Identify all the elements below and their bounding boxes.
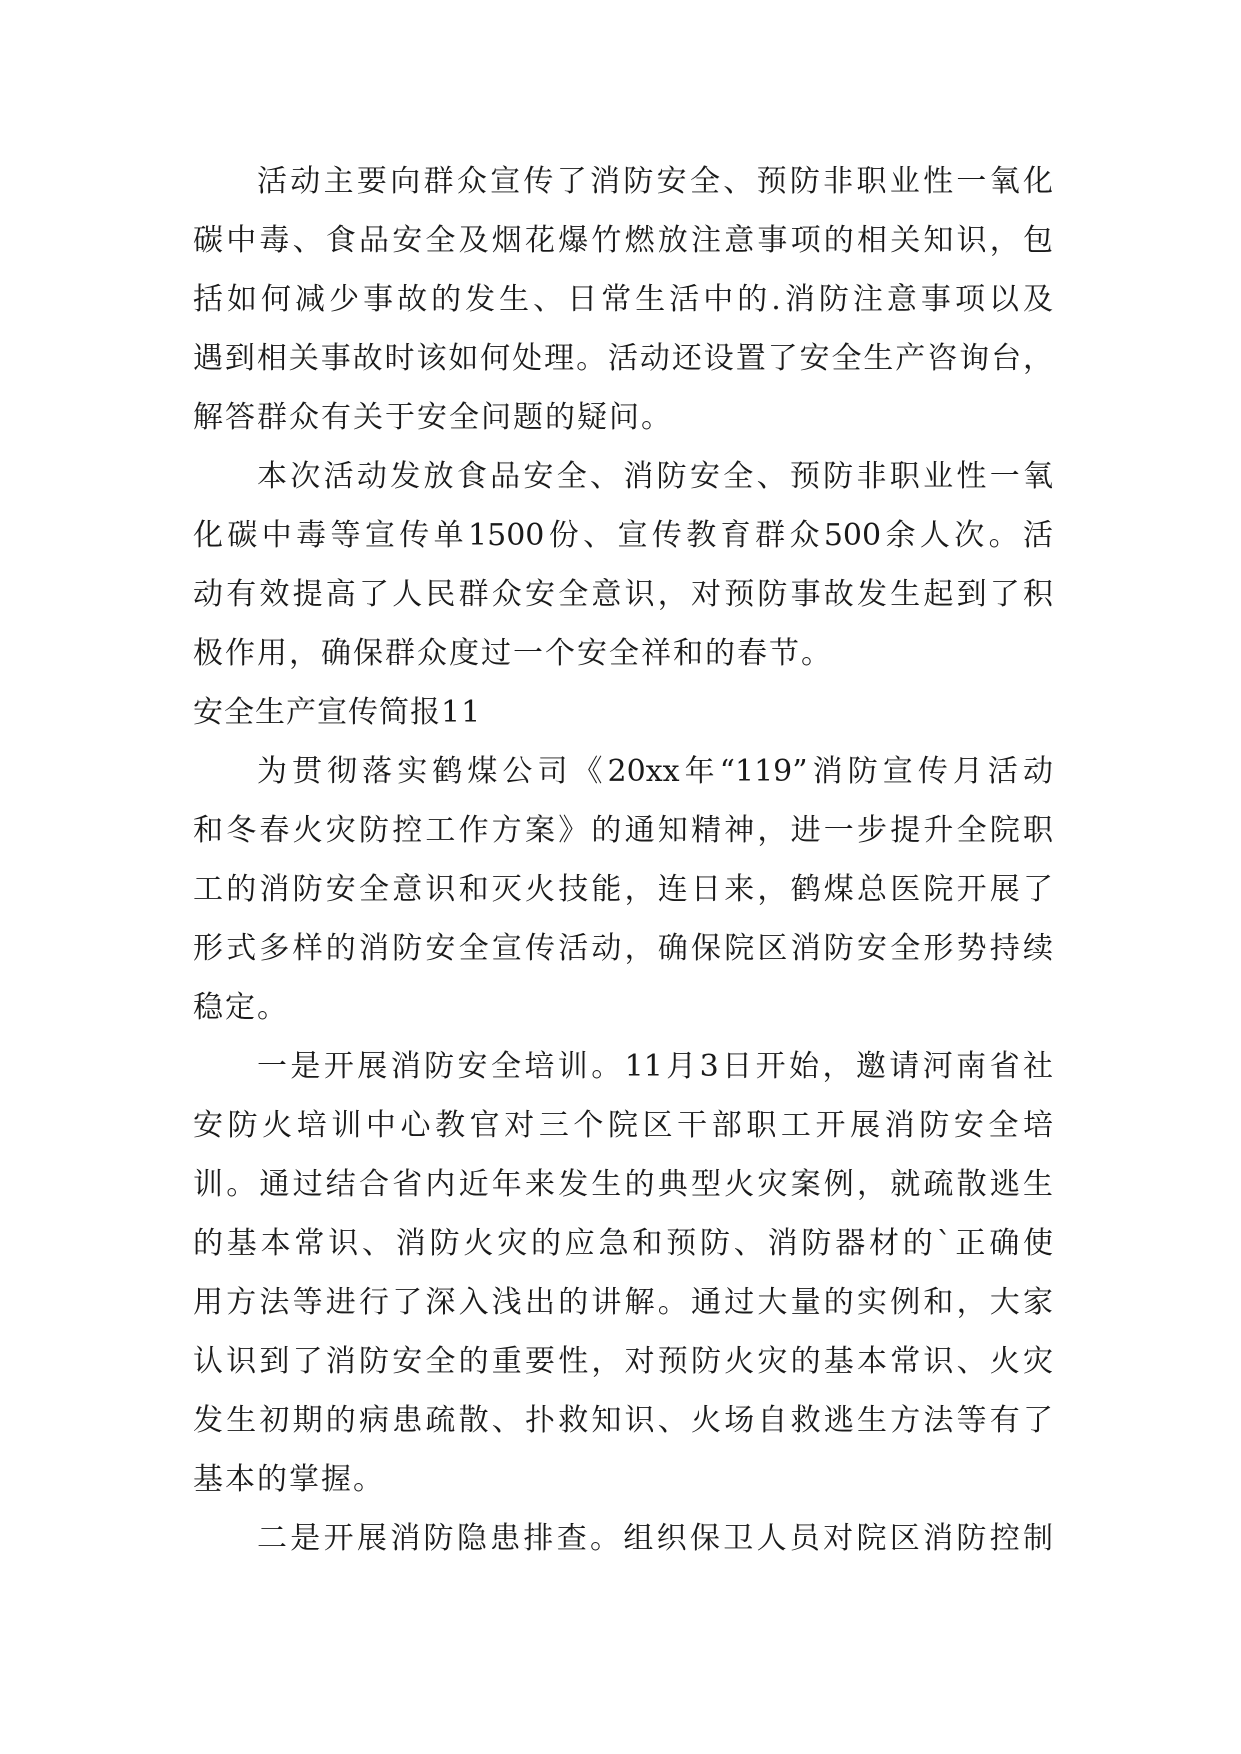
paragraph-1-line-5: 解答群众有关于安全问题的疑问。 [193, 400, 673, 435]
paragraph-4-line-8: 基本的掌握。 [193, 1462, 385, 1497]
paragraph-2-line-1: 本次活动发放食品安全、消防安全、预防非职业性一氧 [257, 459, 1053, 494]
paragraph-1-line-4: 遇到相关事故时该如何处理。活动还设置了安全生产咨询台， [193, 341, 1053, 376]
paragraph-1-line-1: 活动主要向群众宣传了消防安全、预防非职业性一氧化 [257, 164, 1053, 199]
paragraph-3-line-3: 工的消防安全意识和灭火技能，连日来，鹤煤总医院开展了 [193, 872, 1053, 907]
section-heading: 安全生产宣传简报11 [193, 695, 482, 730]
paragraph-4-line-5: 用方法等进行了深入浅出的讲解。通过大量的实例和，大家 [193, 1285, 1053, 1320]
paragraph-3-line-5: 稳定。 [193, 990, 289, 1025]
paragraph-3-line-2: 和冬春火灾防控工作方案》的通知精神，进一步提升全院职 [193, 813, 1053, 848]
paragraph-5-line-1: 二是开展消防隐患排查。组织保卫人员对院区消防控制 [257, 1521, 1053, 1556]
paragraph-4-line-4: 的基本常识、消防火灾的应急和预防、消防器材的`正确使 [193, 1226, 1053, 1261]
paragraph-2-line-2: 化碳中毒等宣传单1500份、宣传教育群众500余人次。活 [193, 518, 1053, 553]
paragraph-2-line-3: 动有效提高了人民群众安全意识，对预防事故发生起到了积 [193, 577, 1053, 612]
paragraph-4-line-3: 训。通过结合省内近年来发生的典型火灾案例，就疏散逃生 [193, 1167, 1053, 1202]
paragraph-4-line-2: 安防火培训中心教官对三个院区干部职工开展消防安全培 [193, 1108, 1053, 1143]
paragraph-1-line-2: 碳中毒、食品安全及烟花爆竹燃放注意事项的相关知识，包 [193, 223, 1053, 258]
paragraph-1-line-3: 括如何减少事故的发生、日常生活中的.消防注意事项以及 [193, 282, 1053, 317]
paragraph-4-line-1: 一是开展消防安全培训。11月3日开始，邀请河南省社 [257, 1049, 1053, 1084]
paragraph-4-line-7: 发生初期的病患疏散、扑救知识、火场自救逃生方法等有了 [193, 1403, 1053, 1438]
paragraph-3-line-1: 为贯彻落实鹤煤公司《20xx年“119”消防宣传月活动 [257, 754, 1053, 789]
paragraph-3-line-4: 形式多样的消防安全宣传活动，确保院区消防安全形势持续 [193, 931, 1053, 966]
paragraph-2-line-4: 极作用，确保群众度过一个安全祥和的春节。 [193, 636, 833, 671]
paragraph-4-line-6: 认识到了消防安全的重要性，对预防火灾的基本常识、火灾 [193, 1344, 1053, 1379]
